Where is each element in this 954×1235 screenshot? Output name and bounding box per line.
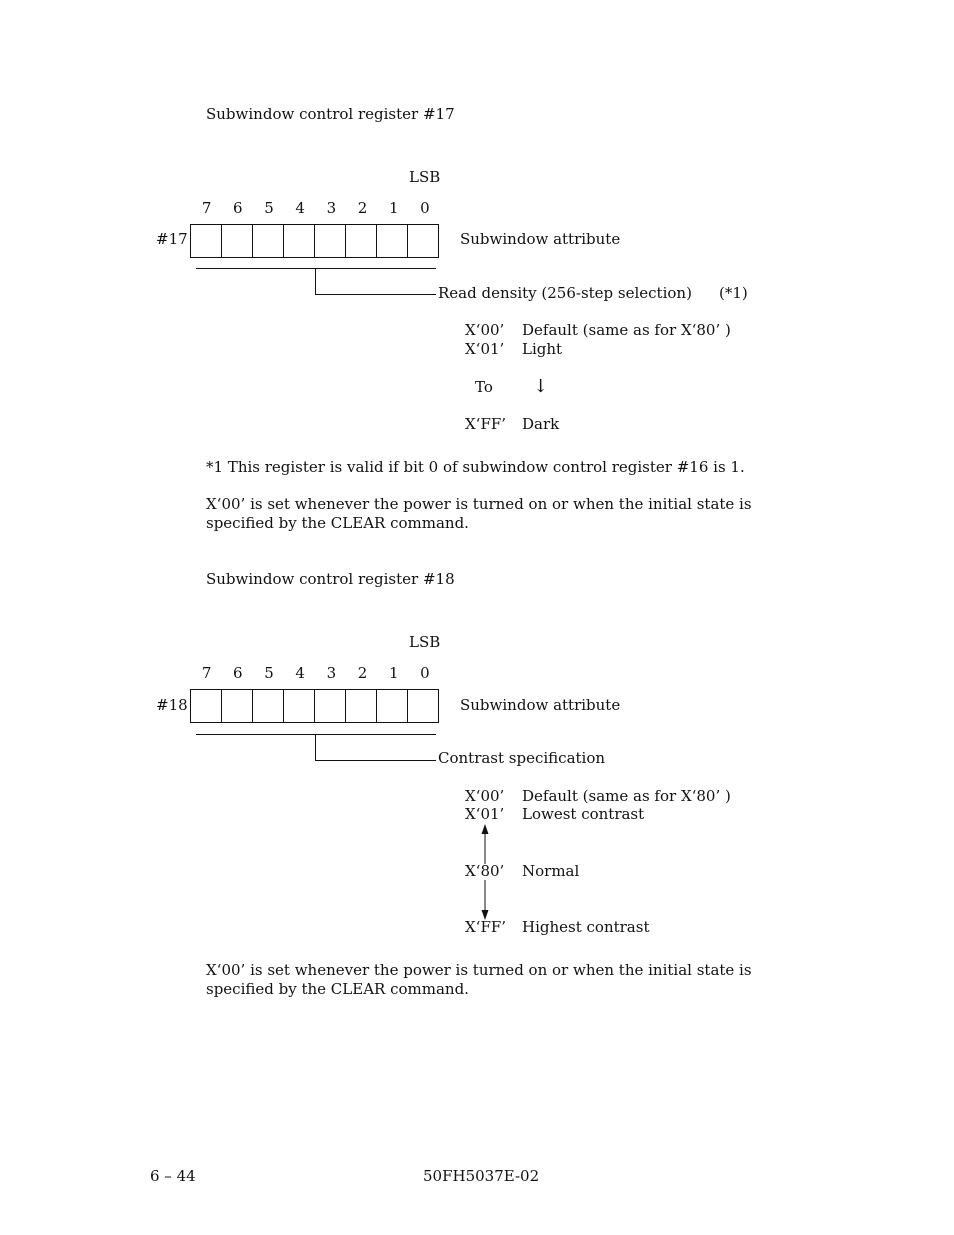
bit-number: 6 bbox=[233, 199, 243, 217]
reg17-footnote: *1 This register is valid if bit 0 of subwindow control register #16 is 1. bbox=[206, 458, 745, 476]
reg18-label: #18 bbox=[156, 696, 188, 714]
bit-cell bbox=[284, 225, 315, 257]
reg18-field-name: Contrast specification bbox=[438, 749, 606, 767]
bit-number: 0 bbox=[420, 199, 430, 217]
down-arrow-icon bbox=[478, 880, 492, 920]
page-number: 6 – 44 bbox=[150, 1167, 196, 1185]
reg17-bit-cells bbox=[190, 224, 439, 258]
bit-cell bbox=[315, 690, 346, 722]
bit-number: 0 bbox=[420, 664, 430, 682]
bit-cell bbox=[253, 225, 284, 257]
bit-number: 2 bbox=[357, 664, 368, 682]
reg17-value-desc: Dark bbox=[522, 415, 560, 433]
bit-number: 4 bbox=[295, 664, 305, 682]
bit-number: 3 bbox=[326, 664, 337, 682]
bit-cell bbox=[315, 225, 346, 257]
bit-number: 7 bbox=[201, 664, 212, 682]
reg18-value-desc: Normal bbox=[522, 862, 580, 880]
reg17-label: #17 bbox=[156, 230, 188, 248]
bit-cell bbox=[377, 225, 408, 257]
bit-number: 4 bbox=[295, 199, 305, 217]
reg18-attribute: Subwindow attribute bbox=[460, 696, 621, 714]
reg17-leader-horizontal bbox=[315, 294, 436, 295]
bit-cell bbox=[408, 225, 438, 257]
reg17-value-code: To bbox=[475, 378, 493, 396]
reg17-value-code: X‘01’ bbox=[465, 340, 505, 358]
reg18-heading: Subwindow control register #18 bbox=[206, 570, 455, 588]
reg17-bit-numbers bbox=[191, 199, 441, 217]
reg18-value-code: X‘80’ bbox=[465, 862, 505, 880]
reg18-leader-horizontal bbox=[315, 760, 436, 761]
bit-number: 1 bbox=[388, 199, 399, 217]
bit-cell bbox=[191, 690, 222, 722]
reg17-value-code: X‘FF’ bbox=[465, 415, 507, 433]
reg18-bit-numbers bbox=[191, 664, 441, 682]
reg17-attribute: Subwindow attribute bbox=[460, 230, 621, 248]
bit-cell bbox=[222, 690, 253, 722]
reg17-leader-vertical bbox=[315, 268, 316, 294]
reg18-value-code: X‘FF’ bbox=[465, 918, 507, 936]
bit-number: 1 bbox=[388, 664, 399, 682]
bit-cell bbox=[191, 225, 222, 257]
reg18-leader-vertical bbox=[315, 734, 316, 760]
bit-cell bbox=[377, 690, 408, 722]
down-arrow-icon: ↓ bbox=[533, 376, 549, 397]
bit-number: 7 bbox=[201, 199, 212, 217]
bit-cell bbox=[408, 690, 438, 722]
bit-number: 3 bbox=[326, 199, 337, 217]
reg17-reset-note: X‘00’ is set whenever the power is turned on or when the initial state is specified by the CLEAR command. bbox=[206, 495, 752, 532]
document-id: 50FH5037E-02 bbox=[423, 1167, 540, 1185]
reg18-value-desc: Highest contrast bbox=[522, 918, 650, 936]
reg17-value-code: X‘00’ bbox=[465, 321, 505, 339]
reg17-value-desc: Light bbox=[522, 340, 563, 358]
reg17-lsb-label: LSB bbox=[409, 168, 441, 186]
bit-cell bbox=[284, 690, 315, 722]
reg17-heading: Subwindow control register #17 bbox=[206, 105, 455, 123]
reg18-value-code: X‘00’ bbox=[465, 787, 505, 805]
bit-number: 5 bbox=[264, 664, 274, 682]
reg18-value-desc: Default (same as for X‘80’ ) bbox=[522, 787, 731, 805]
bit-number: 6 bbox=[233, 664, 243, 682]
reg17-value-desc: Default (same as for X‘80’ ) bbox=[522, 321, 731, 339]
up-arrow-icon bbox=[478, 824, 492, 866]
bit-cell bbox=[253, 690, 284, 722]
reg18-value-code: X‘01’ bbox=[465, 805, 505, 823]
bit-number: 5 bbox=[264, 199, 274, 217]
bit-cell bbox=[222, 225, 253, 257]
bit-cell bbox=[346, 690, 377, 722]
reg17-field-note: (*1) bbox=[719, 284, 748, 302]
bit-number: 2 bbox=[357, 199, 368, 217]
reg18-lsb-label: LSB bbox=[409, 633, 441, 651]
reg17-field-name: Read density (256-step selection) bbox=[438, 284, 692, 302]
reg18-value-desc: Lowest contrast bbox=[522, 805, 645, 823]
bit-cell bbox=[346, 225, 377, 257]
reg18-bracket-line bbox=[196, 734, 436, 735]
reg18-reset-note: X‘00’ is set whenever the power is turned on or when the initial state is specified by the CLEAR command. bbox=[206, 961, 752, 998]
reg17-bracket-line bbox=[196, 268, 436, 269]
reg18-bit-cells bbox=[190, 689, 439, 723]
